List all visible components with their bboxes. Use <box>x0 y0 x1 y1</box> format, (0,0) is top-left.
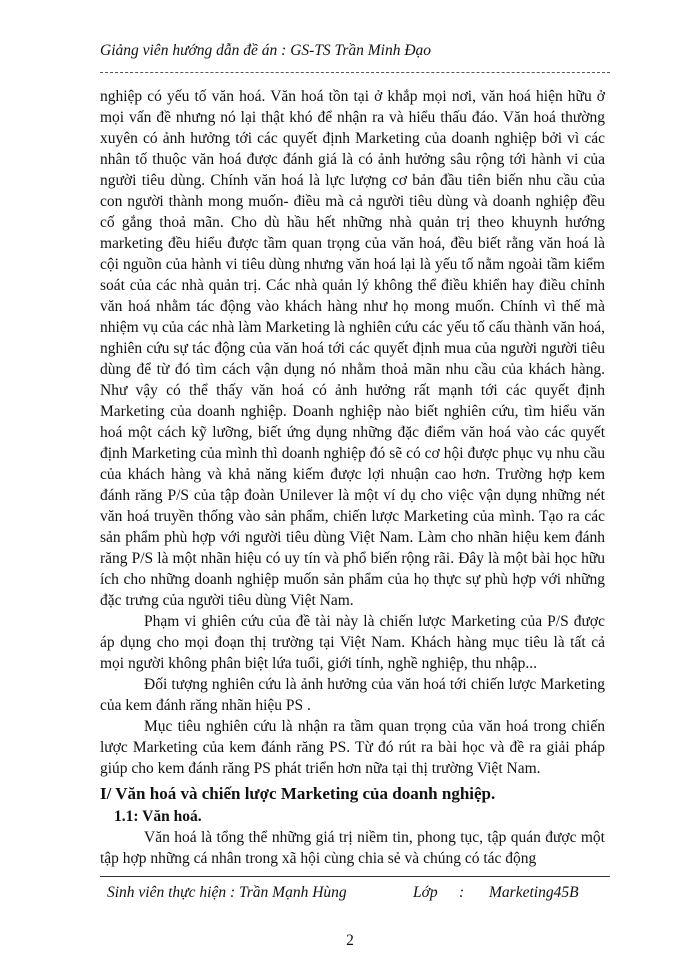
subsection-heading: 1.1: Văn hoá. <box>114 808 202 825</box>
page-body <box>100 86 605 869</box>
footer-student: Sinh viên thực hiện : Trần Mạnh Hùng <box>107 884 347 901</box>
page-number: 2 <box>346 932 354 949</box>
header-rule <box>100 72 610 73</box>
body-paragraph: nghiệp có yếu tố văn hoá. Văn hoá tồn tại ở khắp mọi nơi, văn hoá hiện hữu ở mọi vấn đề nhưng nó lại thật khó để nhận ra và hiểu thấu đáo. Văn hoá thường xuyên có ảnh hưởng tới các quyết định Marketing của doanh nghiệp bởi vì các nhân tố thuộc văn hoá được đánh giá là có ảnh hưởng sâu rộng tới hành vi của người tiêu dùng. Chính văn hoá là lực lượng cơ bản đầu tiên biến nhu cầu của con người thành mong muốn- điều mà cả người tiêu dùng và doanh nghiệp đều cố gắng thoả mãn. Cho dù hầu hết những nhà quản trị theo khuynh hướng marketing đều hiểu được tầm quan trọng của văn hoá, đều biết rằng văn hoá là cội nguồn của hành vi tiêu dùng nhưng văn hoá lại là yếu tố nằm ngoài tầm kiểm soát của các nhà quản trị. Các nhà quản lý không thể điều khiển hay điều chỉnh văn hoá nhằm tác động vào khách hàng như họ mong muốn. Chính vì thế mà nhiệm vụ của các nhà làm Marketing là nghiên cứu các yếu tố cấu thành văn hoá, nghiên cứu sự tác động của văn hoá tới các quyết định mua của người người tiêu dùng để từ đó tìm cách vận dụng nó nhằm thoả mãn nhu cầu của khách hàng. Như vậy có thể thấy văn hoá có ảnh hưởng rất mạnh tới các quyết định Marketing của doanh nghiệp. Doanh nghiệp nào biết nghiên cứu, tìm hiểu văn hoá một cách kỹ lưỡng, biết ứng dụng những đặc điểm văn hoá vào các quyết định Marketing của mình thì doanh nghiệp đó sẽ có cơ hội được phục vụ nhu cầu của khách hàng và khả năng kiếm được lợi nhuận cao hơn. Trường hợp kem đánh răng P/S của tập đoàn Unilever là một ví dụ cho việc vận dụng những nét văn hoá truyền thống vào sản phẩm, chiến lược Marketing của mình. Tạo ra các sản phẩm phù hợp với người tiêu dùng Việt Nam. Làm cho nhãn hiệu kem đánh răng P/S là một nhãn hiệu có uy tín và phổ biến rộng rãi. Đây là một bài học hữu ích cho những doanh nghiệp muốn sản phẩm của họ thực sự phù hợp với những đặc trưng của người tiêu dùng Việt Nam. <box>100 88 605 609</box>
section-heading: I/ Văn hoá và chiến lược Marketing của doanh nghiệp. <box>100 784 496 803</box>
footer-class-value: Marketing45B <box>489 884 579 901</box>
body-paragraph: Phạm vi ghiên cứu của đề tài này là chiến lược Marketing của P/S được áp dụng cho mọi đoạn thị trường tại Việt Nam. Khách hàng mục tiêu là tất cả mọi người không phân biệt lứa tuổi, giới tính, nghề nghiệp, thu nhập... <box>100 613 605 672</box>
footer-class-label: Lớp <box>413 884 438 901</box>
body-paragraph: Văn hoá là tổng thể những giá trị niềm tin, phong tục, tập quán được một tập hợp những cá nhân trong xã hội cùng chia sẻ và chúng có tác động <box>100 829 605 867</box>
page-header: Giảng viên hướng dẫn đề án : GS-TS Trần Minh Đạo <box>100 42 432 59</box>
body-paragraph: Đối tượng nghiên cứu là ảnh hưởng của văn hoá tới chiến lược Marketing của kem đánh răng nhãn hiệu PS . <box>100 676 605 714</box>
body-paragraph: Mục tiêu nghiên cứu là nhận ra tầm quan trọng của văn hoá trong chiến lược Marketing của kem đánh răng PS. Từ đó rút ra bài học và đề ra giải pháp giúp cho kem đánh răng PS phát triển hơn nữa tại thị trường Việt Nam. <box>100 718 605 777</box>
footer-rule <box>100 876 610 877</box>
footer-colon: : <box>459 884 465 901</box>
